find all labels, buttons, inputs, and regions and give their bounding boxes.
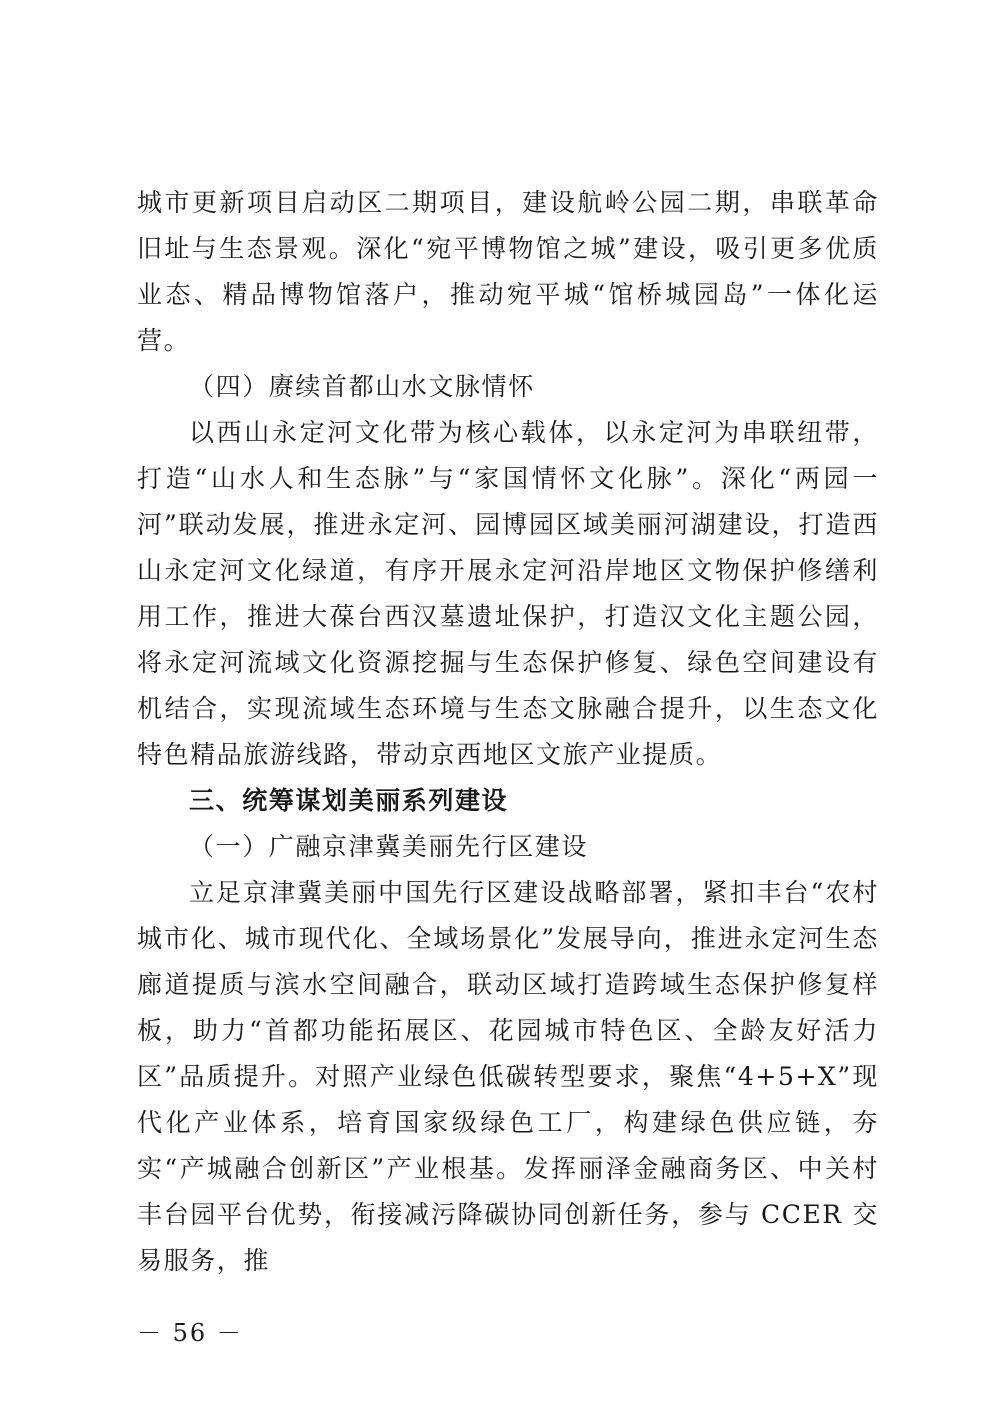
paragraph-3: 立足京津冀美丽中国先行区建设战略部署，紧扣丰台“农村城市化、城市现代化、全域场景化”发展导向，推进永定河生态廊道提质与滨水空间融合，联动区域打造跨域生态保护修复样板，助力“首都功能拓展区、花园城市特色区、全龄友好活力区”品质提升。对照产业绿色低碳转型要求，聚焦“4+5+X”现代化产业体系，培育国家级绿色工厂，构建绿色供应链，夯实“产城融合创新区”产业根基。发挥丽泽金融商务区、中关村丰台园平台优势，衔接减污降碳协同创新任务，参与 CCER 交易服务，推 — [137, 878, 879, 1275]
subheading-4: （四）赓续首都山水文脉情怀 — [189, 372, 535, 401]
paragraph-1: 城市更新项目启动区二期项目，建设航岭公园二期，串联革命旧址与生态景观。深化“宛平博物馆之城”建设，吸引更多优质业态、精品博物馆落户，推动宛平城“馆桥城园岛”一体化运营。 — [137, 188, 879, 355]
subheading-1: （一）广融京津冀美丽先行区建设 — [189, 832, 589, 861]
page-number: － 56 － — [137, 1319, 243, 1347]
document-body — [137, 180, 879, 1284]
section-heading-3: 三、统筹谋划美丽系列建设 — [189, 786, 509, 815]
paragraph-2: 以西山永定河文化带为核心载体，以永定河为串联纽带，打造“山水人和生态脉”与“家国情怀文化脉”。深化“两园一河”联动发展，推进永定河、园博园区域美丽河湖建设，打造西山永定河文化绿道，有序开展永定河沿岸地区文物保护修缮利用工作，推进大葆台西汉墓遗址保护，打造汉文化主题公园，将永定河流域文化资源挖掘与生态保护修复、绿色空间建设有机结合，实现流域生态环境与生态文脉融合提升，以生态文化特色精品旅游线路，带动京西地区文旅产业提质。 — [137, 418, 879, 769]
